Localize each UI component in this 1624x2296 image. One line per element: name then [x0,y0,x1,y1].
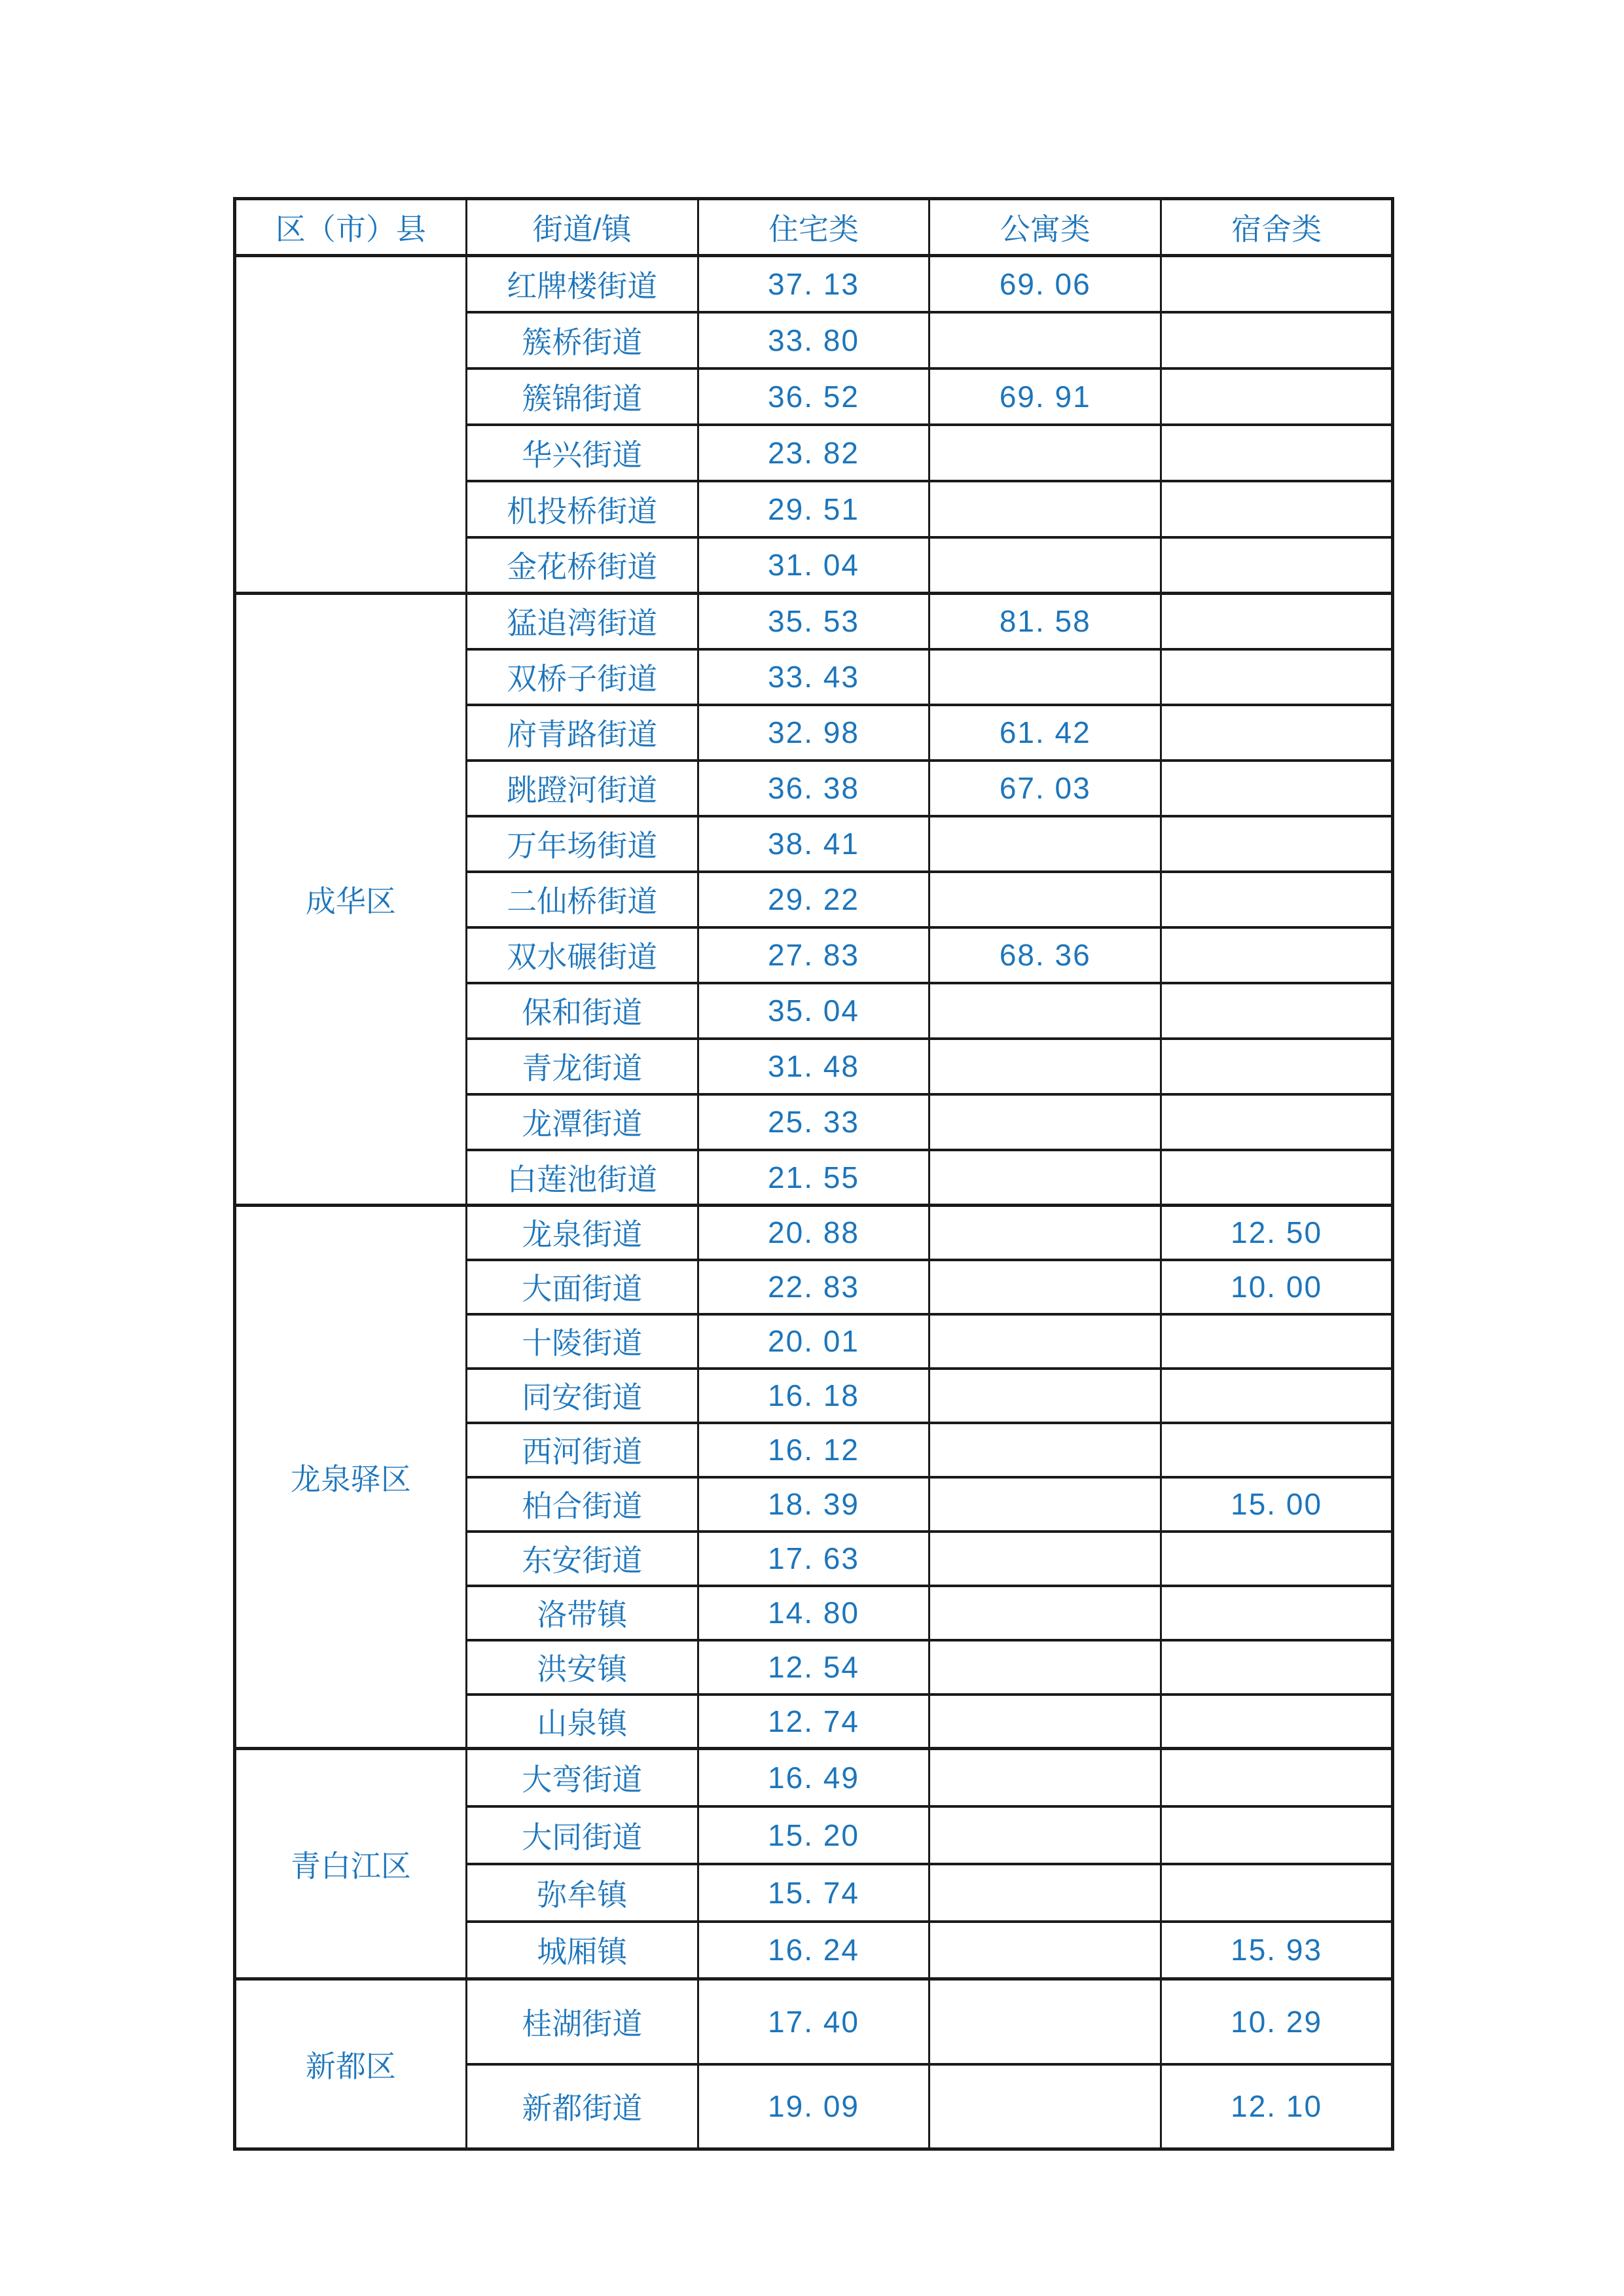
street-cell: 猛追湾街道 [466,594,698,649]
residential-value-cell: 25. 33 [698,1094,929,1150]
dormitory-value-cell [1161,705,1393,761]
header-row [235,199,1393,256]
district-cell: 新都区 [235,1979,467,2149]
apartment-value-cell [929,1150,1161,1206]
apartment-value-cell [929,425,1161,481]
dormitory-value-cell [1161,1094,1393,1150]
apartment-value-cell [929,1206,1161,1260]
apartment-value-cell [929,1979,1161,2064]
street-cell: 金花桥街道 [466,537,698,594]
apartment-value-cell: 81. 58 [929,594,1161,649]
dormitory-value-cell [1161,1423,1393,1477]
street-cell: 同安街道 [466,1369,698,1423]
street-cell: 万年场街道 [466,816,698,872]
residential-value-cell: 12. 54 [698,1640,929,1695]
street-cell: 十陵街道 [466,1314,698,1369]
apartment-value-cell [929,872,1161,927]
apartment-value-cell [929,1749,1161,1806]
dormitory-value-cell: 10. 29 [1161,1979,1393,2064]
table-body [235,256,1393,2149]
apartment-value-cell [929,1864,1161,1922]
dormitory-value-cell [1161,1039,1393,1094]
dormitory-value-cell [1161,256,1393,312]
dormitory-value-cell [1161,481,1393,537]
dormitory-value-cell [1161,594,1393,649]
street-cell: 保和街道 [466,983,698,1039]
district-cell: 青白江区 [235,1749,467,1979]
apartment-value-cell [929,1586,1161,1640]
street-cell: 东安街道 [466,1532,698,1586]
street-cell: 桂湖街道 [466,1979,698,2064]
street-cell: 华兴街道 [466,425,698,481]
rent-price-table [233,197,1394,2151]
residential-value-cell: 20. 01 [698,1314,929,1369]
apartment-value-cell [929,1314,1161,1369]
residential-value-cell: 27. 83 [698,927,929,983]
apartment-value-cell [929,1039,1161,1094]
street-cell: 簇桥街道 [466,312,698,368]
residential-value-cell: 38. 41 [698,816,929,872]
residential-value-cell: 37. 13 [698,256,929,312]
table-row [235,256,1393,312]
residential-value-cell: 15. 20 [698,1806,929,1864]
street-cell: 西河街道 [466,1423,698,1477]
apartment-value-cell [929,2064,1161,2149]
residential-value-cell: 22. 83 [698,1260,929,1314]
apartment-value-cell [929,1640,1161,1695]
header-cell-dormitory: 宿舍类 [1161,199,1393,256]
table-row [235,1979,1393,2064]
table-header [235,199,1393,256]
apartment-value-cell [929,1695,1161,1749]
street-cell: 青龙街道 [466,1039,698,1094]
dormitory-value-cell [1161,872,1393,927]
dormitory-value-cell [1161,1749,1393,1806]
street-cell: 大同街道 [466,1806,698,1864]
header-cell-district: 区（市）县 [235,199,467,256]
residential-value-cell: 16. 18 [698,1369,929,1423]
street-cell: 机投桥街道 [466,481,698,537]
residential-value-cell: 17. 40 [698,1979,929,2064]
street-cell: 洪安镇 [466,1640,698,1695]
apartment-value-cell [929,1423,1161,1477]
street-cell: 洛带镇 [466,1586,698,1640]
table-row [235,1206,1393,1260]
apartment-value-cell [929,312,1161,368]
dormitory-value-cell [1161,649,1393,705]
street-cell: 双桥子街道 [466,649,698,705]
street-cell: 簇锦街道 [466,368,698,425]
apartment-value-cell: 68. 36 [929,927,1161,983]
apartment-value-cell [929,1260,1161,1314]
residential-value-cell: 31. 04 [698,537,929,594]
street-cell: 龙泉街道 [466,1206,698,1260]
residential-value-cell: 36. 38 [698,761,929,816]
apartment-value-cell [929,1922,1161,1979]
street-cell: 弥牟镇 [466,1864,698,1922]
street-cell: 府青路街道 [466,705,698,761]
dormitory-value-cell: 12. 50 [1161,1206,1393,1260]
header-cell-apartment: 公寓类 [929,199,1161,256]
dormitory-value-cell [1161,1864,1393,1922]
residential-value-cell: 16. 12 [698,1423,929,1477]
dormitory-value-cell [1161,1695,1393,1749]
street-cell: 双水碾街道 [466,927,698,983]
apartment-value-cell [929,481,1161,537]
street-cell: 白莲池街道 [466,1150,698,1206]
residential-value-cell: 35. 04 [698,983,929,1039]
residential-value-cell: 16. 24 [698,1922,929,1979]
residential-value-cell: 31. 48 [698,1039,929,1094]
district-cell [235,256,467,594]
apartment-value-cell [929,1369,1161,1423]
dormitory-value-cell [1161,1314,1393,1369]
dormitory-value-cell: 15. 93 [1161,1922,1393,1979]
dormitory-value-cell [1161,368,1393,425]
street-cell: 跳蹬河街道 [466,761,698,816]
residential-value-cell: 29. 22 [698,872,929,927]
street-cell: 新都街道 [466,2064,698,2149]
dormitory-value-cell [1161,1150,1393,1206]
apartment-value-cell [929,983,1161,1039]
apartment-value-cell [929,816,1161,872]
apartment-value-cell [929,1094,1161,1150]
apartment-value-cell [929,1532,1161,1586]
residential-value-cell: 20. 88 [698,1206,929,1260]
dormitory-value-cell [1161,1640,1393,1695]
dormitory-value-cell [1161,1369,1393,1423]
apartment-value-cell: 67. 03 [929,761,1161,816]
residential-value-cell: 29. 51 [698,481,929,537]
residential-value-cell: 36. 52 [698,368,929,425]
residential-value-cell: 32. 98 [698,705,929,761]
residential-value-cell: 15. 74 [698,1864,929,1922]
apartment-value-cell: 61. 42 [929,705,1161,761]
street-cell: 龙潭街道 [466,1094,698,1150]
header-cell-street: 街道/镇 [466,199,698,256]
residential-value-cell: 33. 80 [698,312,929,368]
apartment-value-cell [929,537,1161,594]
street-cell: 城厢镇 [466,1922,698,1979]
apartment-value-cell [929,1806,1161,1864]
street-cell: 大面街道 [466,1260,698,1314]
residential-value-cell: 33. 43 [698,649,929,705]
apartment-value-cell [929,1477,1161,1532]
dormitory-value-cell: 10. 00 [1161,1260,1393,1314]
street-cell: 山泉镇 [466,1695,698,1749]
dormitory-value-cell [1161,537,1393,594]
street-cell: 二仙桥街道 [466,872,698,927]
district-cell: 成华区 [235,594,467,1206]
residential-value-cell: 21. 55 [698,1150,929,1206]
apartment-value-cell [929,649,1161,705]
apartment-value-cell: 69. 91 [929,368,1161,425]
table-row [235,1749,1393,1806]
residential-value-cell: 23. 82 [698,425,929,481]
apartment-value-cell: 69. 06 [929,256,1161,312]
residential-value-cell: 12. 74 [698,1695,929,1749]
header-cell-residential: 住宅类 [698,199,929,256]
dormitory-value-cell [1161,312,1393,368]
street-cell: 柏合街道 [466,1477,698,1532]
residential-value-cell: 35. 53 [698,594,929,649]
street-cell: 红牌楼街道 [466,256,698,312]
dormitory-value-cell [1161,1586,1393,1640]
dormitory-value-cell [1161,983,1393,1039]
residential-value-cell: 17. 63 [698,1532,929,1586]
dormitory-value-cell: 12. 10 [1161,2064,1393,2149]
dormitory-value-cell [1161,761,1393,816]
dormitory-value-cell [1161,927,1393,983]
dormitory-value-cell [1161,425,1393,481]
table-row [235,594,1393,649]
district-cell: 龙泉驿区 [235,1206,467,1749]
residential-value-cell: 14. 80 [698,1586,929,1640]
dormitory-value-cell [1161,1806,1393,1864]
dormitory-value-cell [1161,816,1393,872]
residential-value-cell: 18. 39 [698,1477,929,1532]
dormitory-value-cell: 15. 00 [1161,1477,1393,1532]
residential-value-cell: 19. 09 [698,2064,929,2149]
residential-value-cell: 16. 49 [698,1749,929,1806]
dormitory-value-cell [1161,1532,1393,1586]
street-cell: 大弯街道 [466,1749,698,1806]
